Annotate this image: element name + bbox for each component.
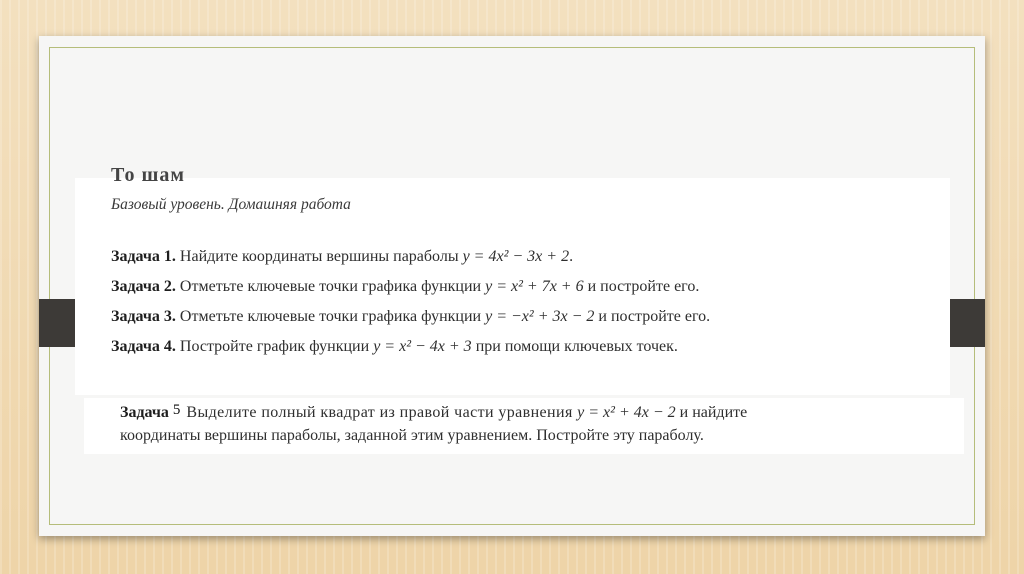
task-4-formula: y = x² − 4x + 3 [373,338,472,355]
task-5-line-1 [120,404,747,422]
task-4-label: Задача 4. [111,338,176,355]
task-4 [111,338,678,356]
cut-heading-fragment: То шам [111,164,185,186]
task-2-text: Отметьте ключевые точки графика функции [175,278,486,295]
homework-image-task5 [84,398,964,454]
task-2-label: Задача 2. [111,278,176,295]
task-1 [111,248,573,266]
subtitle: Базовый уровень. Домашняя работа [111,196,351,213]
task-3-text: Отметьте ключевые точки графика функции [175,308,486,325]
task-4-tail: при помощи ключевых точек. [471,338,678,355]
task-1-formula: y = 4x² − 3x + 2 [462,248,570,265]
task-5-text: Выделите полный квадрат из правой части уравнения [186,404,578,421]
task-3-formula: y = −x² + 3x − 2 [485,308,595,325]
task-3-label: Задача 3. [111,308,176,325]
task-5-line-2: координаты вершины параболы, заданной этим уравнением. Постройте эту параболу. [120,427,704,444]
task-2 [111,278,699,296]
task-1-text: Найдите координаты вершины параболы [175,248,463,265]
task-5-label: Задача [120,404,169,421]
homework-image-main [75,164,950,395]
task-1-tail: . [569,248,574,265]
task-3-tail: и постройте его. [594,308,711,325]
task-3 [111,308,710,326]
task-2-formula: y = x² + 7x + 6 [485,278,584,295]
task-5-formula: y = x² + 4x − 2 [577,404,676,421]
task-5-tail: и найдите [675,404,748,421]
task-4-text: Постройте график функции [175,338,374,355]
task-2-tail: и постройте его. [583,278,700,295]
task-1-label: Задача 1. [111,248,176,265]
task-5-number: 5 [172,402,181,418]
